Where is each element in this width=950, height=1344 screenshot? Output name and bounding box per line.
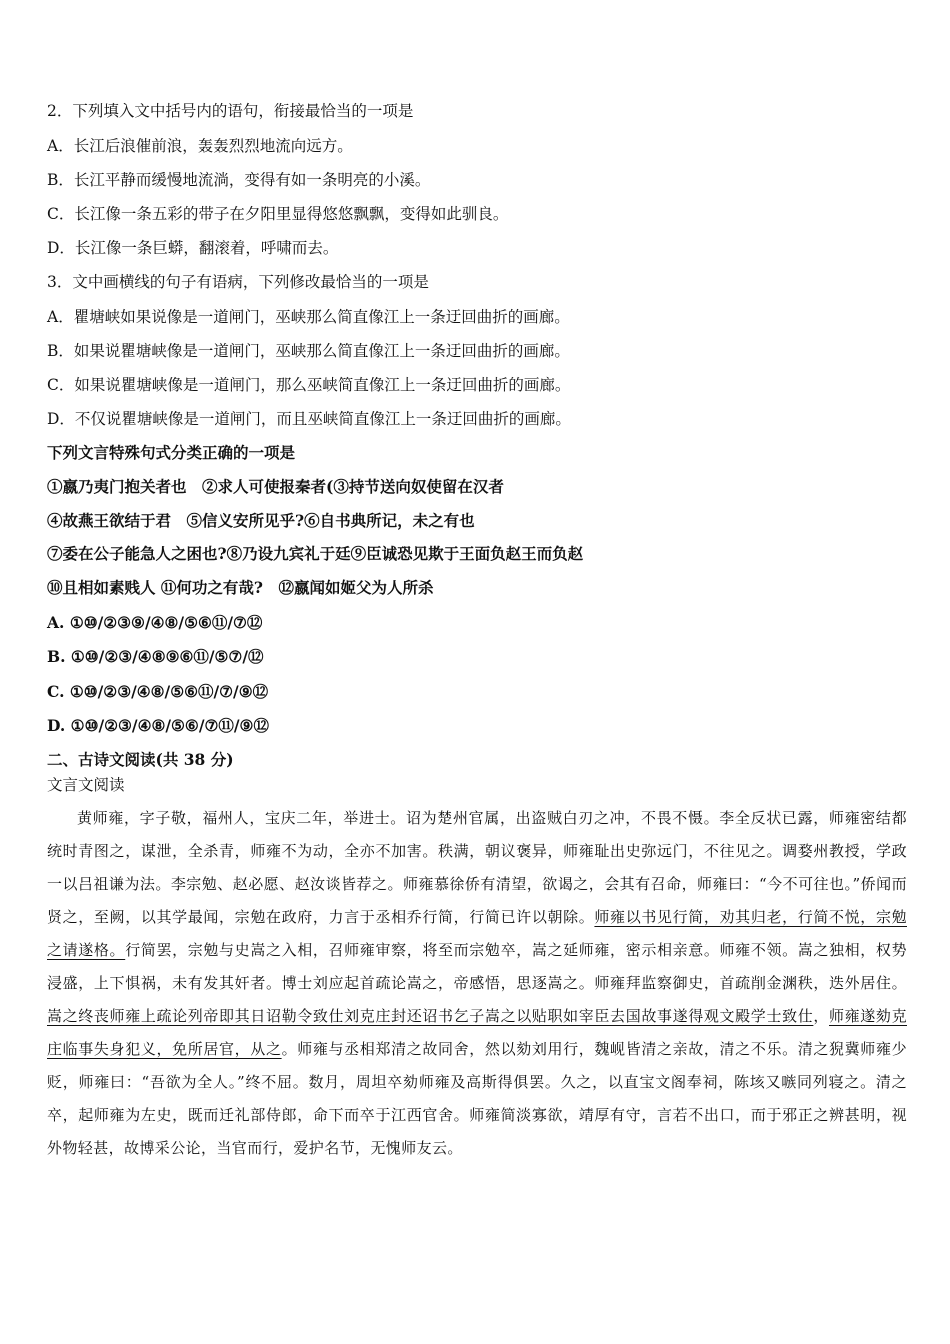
underlined-sentence-3: 师雍遂劾克庄临事失身犯义，免所居官，从之 bbox=[47, 1007, 907, 1058]
q4-stem: 下列文言特殊句式分类正确的一项是 bbox=[47, 443, 296, 462]
q2-option-b: B．长江平静而缓慢地流淌，变得有如一条明亮的小溪。 bbox=[47, 171, 431, 189]
q2-stem: 2．下列填入文中括号内的语句，衔接最恰当的一项是 bbox=[47, 102, 414, 120]
q3-option-b: B．如果说瞿塘峡像是一道闸门，巫峡那么简直像江上一条迂回曲折的画廊。 bbox=[47, 342, 570, 360]
q4-item-line: ④故燕王欲结于君 ⑤信义安所见乎?⑥自书典所记，未之有也 bbox=[47, 511, 475, 530]
q4-option-a: A. ①⑩/②③⑨/④⑧/⑤⑥⑪/⑦⑫ bbox=[47, 613, 263, 632]
q3-option-d: D．不仅说瞿塘峡像是一道闸门，而且巫峡简直像江上一条迂回曲折的画廊。 bbox=[47, 410, 571, 428]
passage-text: 行简罢，宗勉与史嵩之入相，召师雍审察，将至而宗勉卒，嵩之延师雍，密示相亲意。师雍不领。嵩之独相，权势浸盛，上下惧祸，未有发其奸者。博士刘应起首疏论嵩之，帝感悟，思逐嵩之。师雍拜监察御史，首疏削金渊秩，迭外居住。 bbox=[47, 941, 907, 992]
q3-stem: 3．文中画横线的句子有语病，下列修改最恰当的一项是 bbox=[47, 273, 429, 291]
underlined-sentence-2: 嵩之终丧师雍上疏论列帝即其日诏勒令致仕刘克庄封还诏书乞子嵩之以贴职如宰臣去国故事遂得观文殿学士致仕 bbox=[47, 1007, 814, 1025]
underlined-sentence-1: 师雍以书见行简，劝其归老，行简不悦，宗勉之请遂格。 bbox=[47, 908, 907, 959]
section-subtitle: 文言文阅读 bbox=[47, 776, 125, 794]
q2-option-a: A．长江后浪催前浪，轰轰烈烈地流向远方。 bbox=[47, 137, 353, 155]
q4-item-line: ⑩且相如素贱人 ⑪何功之有哉? ⑫嬴闻如姬父为人所杀 bbox=[47, 578, 434, 597]
q2-option-c: C．长江像一条五彩的带子在夕阳里显得悠悠飘飘，变得如此驯良。 bbox=[47, 205, 509, 223]
passage-text: ， bbox=[813, 1007, 830, 1025]
q4-item-line: ①嬴乃夷门抱关者也 ②求人可使报秦者(③持节送向奴使留在汉者 bbox=[47, 477, 504, 496]
q4-option-c: C. ①⑩/②③/④⑧/⑤⑥⑪/⑦/⑨⑫ bbox=[47, 682, 269, 701]
passage-text: 黄师雍，字子敬，福州人，宝庆二年，举进士。诏为楚州官属，出盗贼白刃之冲，不畏不慑。李全反状已露，师雍密结都统时青图之，谋泄，全杀青，师雍不为动，全亦不加害。秩满，朝议褒异，师雍耻出史弥远门，不往见之。调婺州教授，学政一以吕祖谦为法。李宗勉、赵必愿、赵汝谈皆荐之。师雍慕徐侨有清望，欲谒之，会其有召命，师雍曰：“今不可往也。”侨闻而贤之，至阙，以其学最闻，宗勉在政府，力言于丞相乔行简，行简已许以朝除。 bbox=[47, 809, 907, 926]
q3-option-a: A．瞿塘峡如果说像是一道闸门，巫峡那么简直像江上一条迂回曲折的画廊。 bbox=[47, 308, 570, 326]
section-title: 二、古诗文阅读(共 38 分) bbox=[47, 750, 234, 769]
q4-item-line: ⑦委在公子能急人之困也?⑧乃设九宾礼于廷⑨臣诚恐见欺于王面负赵王而负赵 bbox=[47, 544, 584, 563]
q4-option-d: D. ①⑩/②③/④⑧/⑤⑥/⑦⑪/⑨⑫ bbox=[47, 716, 269, 735]
q4-option-b: B. ①⑩/②③/④⑧⑨⑥⑪/⑤⑦/⑫ bbox=[47, 647, 264, 666]
q2-option-d: D．长江像一条巨蟒，翻滚着，呼啸而去。 bbox=[47, 239, 339, 257]
passage-text: 。师雍与丞相郑清之故同舍，然以劾刘用行，魏岘皆清之亲故，清之不乐。清之猊冀师雍少贬，师雍曰：“吾欲为全人。”终不屈。数月，周坦卒劾师雍及高斯得俱罢。久之，以直宝文阁奉祠，陈垓又嗾同列寝之。清之卒，起师雍为左史，既而迁礼部侍郎，命下而卒于江西官舍。师雍简淡寡欲，靖厚有守，言若不出口，而于邪正之辨甚明，视外物轻甚，故博采公论，当官而行，爱护名节，无愧师友云。 bbox=[47, 1040, 907, 1157]
q3-option-c: C．如果说瞿塘峡像是一道闸门，那么巫峡简直像江上一条迂回曲折的画廊。 bbox=[47, 376, 571, 394]
classical-passage bbox=[47, 802, 907, 1165]
